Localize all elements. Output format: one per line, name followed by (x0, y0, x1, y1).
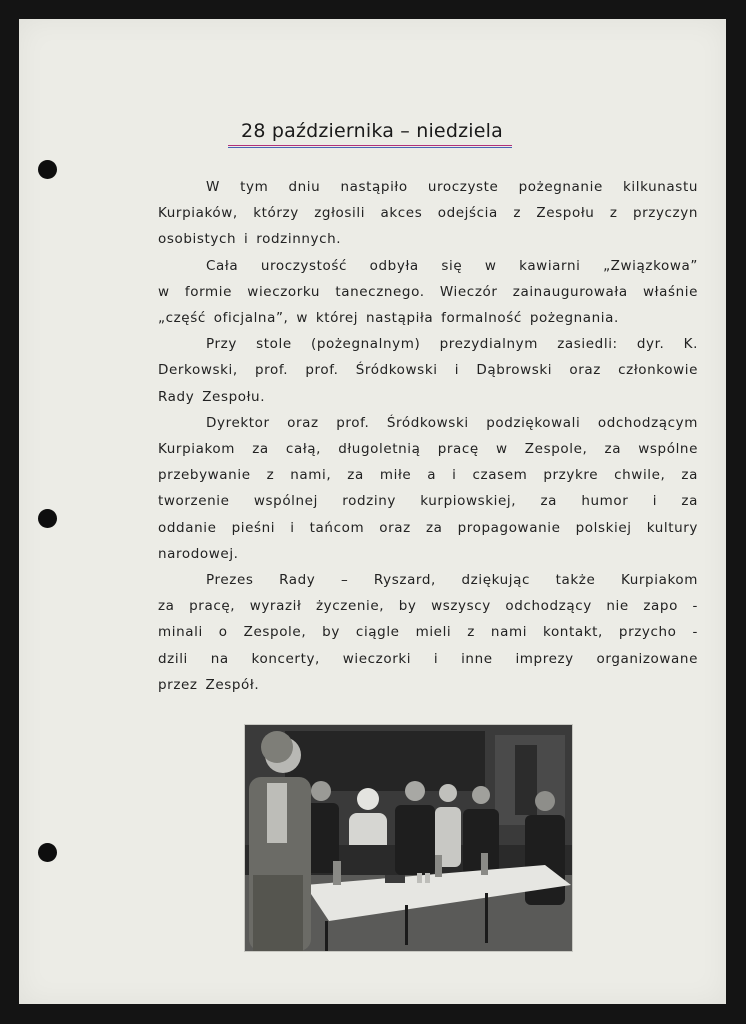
title-underline (228, 145, 512, 148)
text-line: oddanie pieśni i tańcom oraz za propagowanie polskiej kultury (158, 519, 698, 536)
text-line: Cała uroczystość odbyła się w kawiarni „Związkowa” (206, 257, 698, 274)
text-line: za pracę, wyraził życzenie, by wszyscy odchodzący nie zapo - (158, 598, 698, 615)
body-text (158, 174, 698, 698)
binder-hole-icon (38, 509, 57, 528)
document-page (19, 19, 726, 1004)
photograph-of-farewell-gathering-icon (245, 725, 572, 951)
page-title: 28 października – niedziela (241, 120, 503, 142)
text-line: w formie wieczorku tanecznego. Wieczór zainaugurowała właśnie (158, 283, 698, 300)
text-line: Kurpiaków, którzy zgłosili akces odejścia z Zespołu z przyczyn (158, 205, 698, 222)
text-line: minali o Zespole, by ciągle mieli z nami kontakt, przycho - (158, 624, 698, 641)
text-line: Dyrektor oraz prof. Śródkowski podziękowali odchodzącym (206, 414, 698, 431)
text-line: narodowej. (158, 545, 239, 562)
text-line: Przy stole (pożegnalnym) prezydialnym zasiedli: dyr. K. (206, 336, 698, 353)
text-line: Derkowski, prof. prof. Śródkowski i Dąbrowski oraz członkowie (158, 362, 698, 379)
text-line: dzili na koncerty, wieczorki i inne imprezy organizowane (158, 650, 698, 667)
text-line: Kurpiakom za całą, długoletnią pracę w Zespole, za wspólne (158, 441, 698, 458)
binder-hole-icon (38, 160, 57, 179)
binder-hole-icon (38, 843, 57, 862)
text-line: przebywanie z nami, za miłe a i czasem przykre chwile, za (158, 467, 698, 484)
text-line: W tym dniu nastąpiło uroczyste pożegnanie kilkunastu (206, 179, 698, 195)
photograph (245, 725, 572, 951)
text-line: Rady Zespołu. (158, 388, 266, 405)
text-line: osobistych i rodzinnych. (158, 231, 342, 248)
text-line: przez Zespół. (158, 676, 260, 693)
text-line: „część oficjalna”, w której nastąpiła formalność pożegnania. (158, 310, 619, 327)
text-line: Prezes Rady – Ryszard, dziękując także Kurpiakom (206, 572, 698, 589)
text-line: tworzenie wspólnej rodziny kurpiowskiej, za humor i za (158, 493, 698, 510)
